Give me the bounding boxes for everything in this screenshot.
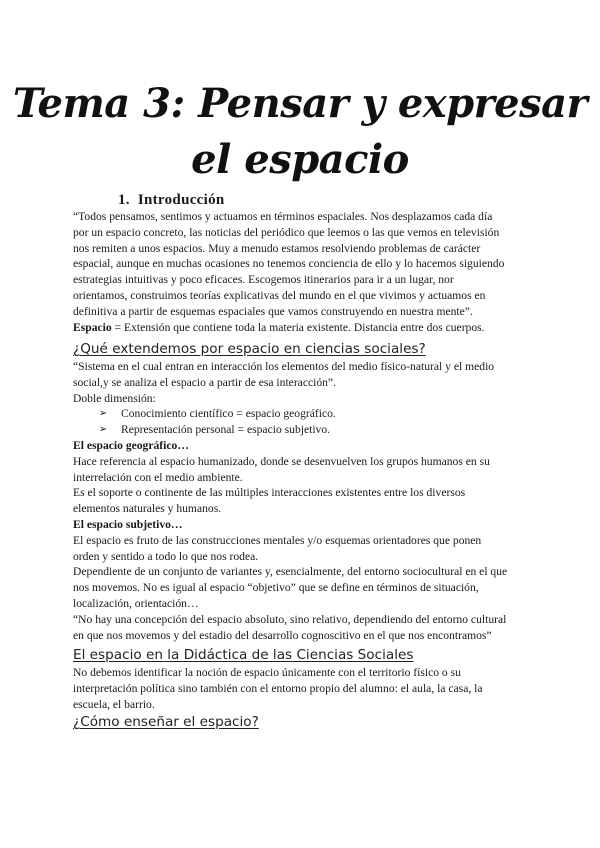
subheading-ciencias-sociales: ¿Qué extendemos por espacio en ciencias sociales? bbox=[73, 341, 426, 357]
subjetivo-line: Dependiente de un conjunto de variantes y, esencialmente, del entorno sociocultural en el que bbox=[73, 565, 508, 579]
social-quote-line: “Sistema en el cual entran en interacción los elementos del medio físico-natural y el medio bbox=[73, 360, 495, 373]
document-title-line-1: Tema 3: Pensar y expresar bbox=[12, 80, 588, 127]
didactica-line: interpretación política sino también con el entorno propio del alumno: el aula, la casa, la bbox=[73, 681, 483, 695]
list-item bbox=[91, 406, 533, 422]
subjetivo-line: El espacio es fruto de las construcciones mentales y/o esquemas orientadores que ponen bbox=[73, 533, 482, 547]
didactica-block bbox=[73, 665, 533, 712]
subjetivo-line: en que nos movemos y del estadio del desarrollo cognoscitivo en el que nos encontramos” bbox=[73, 628, 492, 642]
intro-line: estrategias intuitivas y poco eficaces. Escogemos itinerarios para ir a un lugar, nor bbox=[73, 273, 454, 287]
intro-quote bbox=[73, 209, 533, 335]
espacio-definition bbox=[73, 320, 533, 336]
geografico-heading-text: El espacio geográfico… bbox=[73, 438, 189, 452]
section-title: Introducción bbox=[137, 192, 225, 208]
intro-line: nos remiten a unos espacios. Muy a menudo estamos resolviendo problemas de carácter bbox=[73, 241, 481, 255]
section-number: 1. bbox=[118, 192, 130, 208]
intro-line: definitiva a partir de esquemas espaciales que vamos construyendo en nuestra mente”. bbox=[73, 304, 473, 318]
arrow-bullet-icon: ➢ bbox=[99, 424, 108, 436]
doble-dimension-label: Doble dimensión: bbox=[73, 391, 156, 405]
subjetivo-line: “No hay una concepción del espacio absoluto, sino relativo, dependiendo del entorno cultural bbox=[73, 612, 507, 626]
definition-text: = Extensión que contiene toda la materia existente. Distancia entre dos cuerpos. bbox=[111, 320, 485, 334]
subheading-como-ensenar: ¿Cómo enseñar el espacio? bbox=[73, 714, 259, 730]
social-block bbox=[73, 359, 533, 643]
list-item bbox=[91, 422, 533, 438]
geografico-line: Hace referencia al espacio humanizado, donde se desenvuelven los grupos humanos en su bbox=[73, 454, 490, 468]
subheading-didactica: El espacio en la Didáctica de las Ciencias Sociales bbox=[73, 647, 414, 663]
subjetivo-line: orden y sentido a todo lo que nos rodea. bbox=[73, 549, 259, 563]
definition-term: Espacio bbox=[73, 320, 112, 334]
geografico-line: Es el soporte o continente de las múltiples interacciones existentes entre los diversos bbox=[73, 486, 466, 500]
geografico-line: elementos naturales y humanos. bbox=[73, 502, 222, 516]
didactica-line: No debemos identificar la noción de espacio únicamente con el territorio físico o su bbox=[73, 666, 461, 679]
intro-line: “Todos pensamos, sentimos y actuamos en términos espaciales. Nos desplazamos cada día bbox=[73, 210, 493, 223]
subjetivo-line: localización, orientación… bbox=[73, 596, 199, 610]
intro-line: orientamos, construimos teorías explicativas del mundo en el que vivimos y actuamos en bbox=[73, 288, 486, 302]
document-title-line-2: el espacio bbox=[191, 136, 409, 183]
intro-line: espacial, aunque en muchas ocasiones no tenemos conciencia de ello y lo hacemos siguiendo bbox=[73, 257, 505, 271]
list-item-text: Conocimiento científico = espacio geográfico. bbox=[121, 407, 336, 421]
intro-line: por un espacio concreto, las noticias del periódico que leemos o las que vemos en televisión bbox=[73, 225, 500, 239]
dimension-list bbox=[73, 406, 533, 438]
subjetivo-heading-text: El espacio subjetivo… bbox=[73, 517, 183, 531]
social-quote-line: social,y se analiza el espacio a partir de esa interacción”. bbox=[73, 375, 336, 389]
subjetivo-heading bbox=[73, 517, 533, 533]
arrow-bullet-icon: ➢ bbox=[99, 408, 108, 420]
list-item-text: Representación personal = espacio subjetivo. bbox=[121, 423, 331, 437]
subjetivo-line: nos movemos. No es igual al espacio “objetivo” que se define en términos de situación, bbox=[73, 581, 479, 595]
geografico-heading bbox=[73, 438, 533, 454]
geografico-line: interrelación con el medio ambiente. bbox=[73, 470, 243, 484]
section-heading-introduccion bbox=[118, 192, 225, 209]
didactica-line: escuela, el barrio. bbox=[73, 697, 155, 711]
